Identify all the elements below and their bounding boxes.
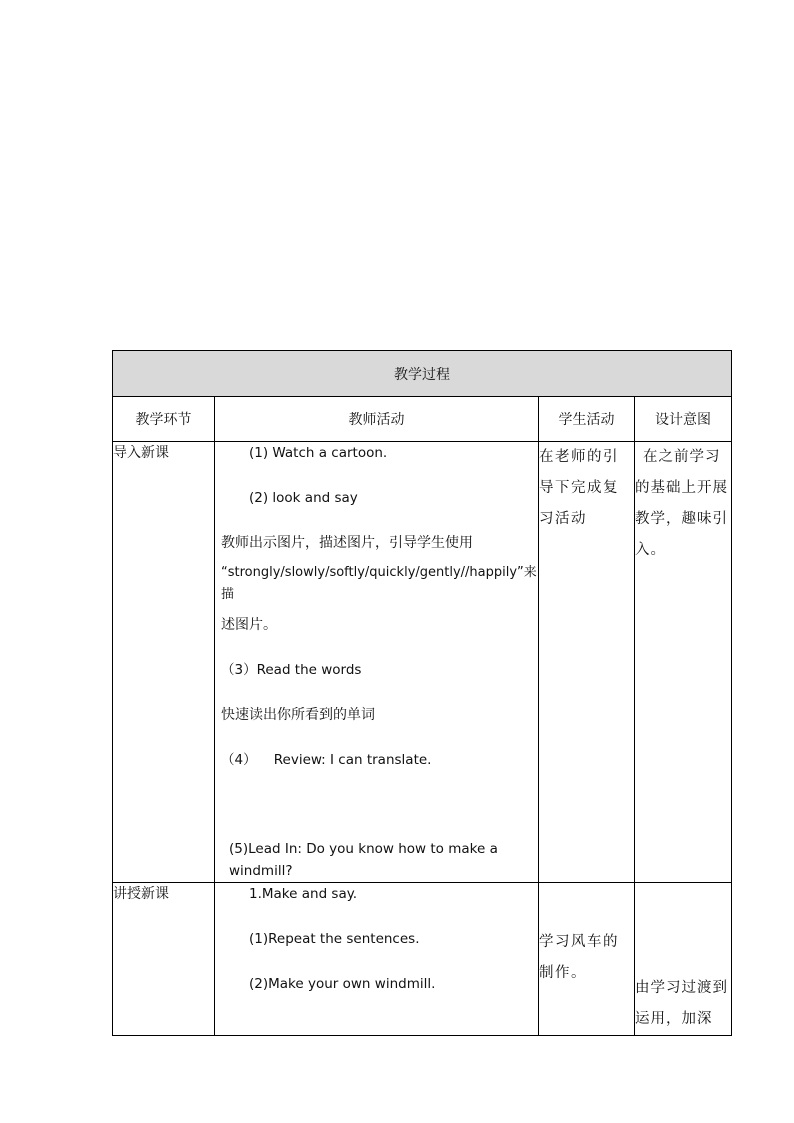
table-row xyxy=(113,883,732,1036)
teacher-line: (2) look and say xyxy=(249,490,358,506)
column-header-stage: 教学环节 xyxy=(113,397,215,442)
column-header-student: 学生活动 xyxy=(539,397,635,442)
teacher-line: “strongly/slowly/softly/quickly/gently//happily”来描 xyxy=(221,565,537,602)
teacher-line: （3）Read the words xyxy=(221,662,362,678)
teacher-line: （4） Review: I can translate. xyxy=(221,752,432,768)
teacher-line: 教师出示图片，描述图片，引导学生使用 xyxy=(221,535,473,551)
stage-cell: 讲授新课 xyxy=(113,883,215,1036)
teacher-line: (5)Lead In: Do you know how to make a windmill? xyxy=(229,841,498,879)
lesson-process-table xyxy=(112,350,732,1036)
stage-cell: 导入新课 xyxy=(113,442,215,883)
column-header-teacher: 教师活动 xyxy=(215,397,539,442)
table-title: 教学过程 xyxy=(113,351,732,397)
teacher-activity-cell xyxy=(215,883,539,1036)
student-activity-cell: 学习风车的制作。 xyxy=(539,883,635,1036)
teacher-line: (1) Watch a cartoon. xyxy=(249,445,388,461)
design-intent-cell: 在之前学习的基础上开展教学，趣味引入。 xyxy=(635,442,732,883)
teacher-line: 1.Make and say. xyxy=(249,886,358,902)
teacher-line: (2)Make your own windmill. xyxy=(249,976,436,992)
table-row xyxy=(113,442,732,883)
teacher-activity-cell xyxy=(215,442,539,883)
design-intent-cell: 由学习过渡到运用，加深 xyxy=(635,883,732,1036)
teacher-line: 述图片。 xyxy=(221,617,277,633)
teacher-line: 快速读出你所看到的单词 xyxy=(221,707,375,723)
teacher-line: (1)Repeat the sentences. xyxy=(249,931,420,947)
column-header-design: 设计意图 xyxy=(635,397,732,442)
student-activity-cell: 在老师的引导下完成复习活动 xyxy=(539,442,635,883)
